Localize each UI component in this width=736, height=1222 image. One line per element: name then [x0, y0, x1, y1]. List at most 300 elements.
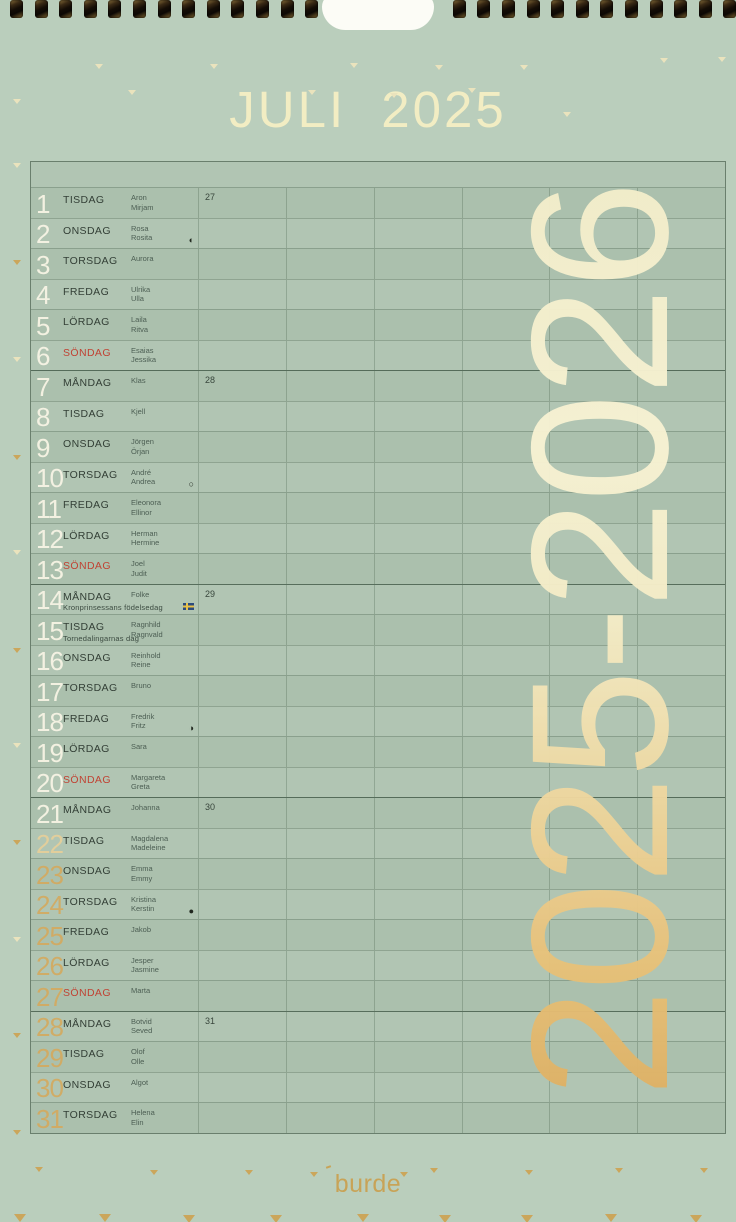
- spiral-loop-icon: [10, 0, 23, 18]
- planner-cell: [462, 615, 550, 645]
- day-number: 17: [36, 676, 63, 707]
- planner-cell: [637, 1103, 725, 1133]
- planner-cell: [549, 463, 637, 493]
- day-number: 30: [36, 1073, 63, 1104]
- day-info-cell: [31, 737, 198, 767]
- week-cell: [198, 1103, 286, 1133]
- triangle-pattern-icon: [13, 260, 21, 265]
- planner-cell: [286, 1042, 374, 1072]
- name-days: Kristina Kerstin: [131, 894, 157, 913]
- planner-cell: [374, 249, 462, 279]
- spiral-loop-icon: [699, 0, 712, 18]
- weekday-label: MÅNDAG: [63, 590, 112, 603]
- week-cell: [198, 463, 286, 493]
- weekday-label: LÖRDAG: [63, 529, 110, 542]
- week-cell: [198, 951, 286, 981]
- planner-cell: [374, 219, 462, 249]
- name-days: Helena Elin: [131, 1108, 155, 1127]
- brand-logo: [0, 1170, 736, 1199]
- planner-cell: [286, 310, 374, 340]
- calendar-header-row: [31, 162, 725, 187]
- day-row: [31, 553, 725, 584]
- spiral-loop-icon: [133, 0, 146, 18]
- planner-cell: [637, 1012, 725, 1042]
- day-row: [31, 950, 725, 981]
- day-row: [31, 462, 725, 493]
- planner-cell: [549, 1073, 637, 1103]
- day-number: 27: [36, 981, 63, 1012]
- day-row: [31, 248, 725, 279]
- weekday-label: TORSDAG: [63, 682, 118, 694]
- planner-cell: [462, 554, 550, 584]
- planner-cell: [549, 615, 637, 645]
- planner-cell: [374, 554, 462, 584]
- spiral-loop-icon: [650, 0, 663, 18]
- planner-cell: [374, 310, 462, 340]
- planner-cell: [462, 310, 550, 340]
- triangle-pattern-icon: [95, 64, 103, 69]
- day-info-cell: [31, 432, 198, 462]
- spiral-loop-icon: [576, 0, 589, 18]
- planner-cell: [462, 646, 550, 676]
- name-days: André Andrea: [131, 467, 156, 486]
- day-info-cell: [31, 402, 198, 432]
- week-cell: [198, 1012, 286, 1042]
- day-row: [31, 492, 725, 523]
- planner-cell: [462, 493, 550, 523]
- planner-cell: [462, 432, 550, 462]
- day-number: 12: [36, 524, 63, 555]
- weekday-label: MÅNDAG: [63, 1017, 112, 1030]
- day-row: [31, 401, 725, 432]
- planner-cell: [549, 249, 637, 279]
- day-number: 10: [36, 463, 63, 494]
- day-info-cell: [31, 768, 198, 798]
- day-info-cell: [31, 859, 198, 889]
- day-row: [31, 706, 725, 737]
- planner-cell: [374, 737, 462, 767]
- name-days: Esaias Jessika: [131, 345, 157, 364]
- planner-cell: [286, 432, 374, 462]
- name-days: Olof Olle: [131, 1047, 145, 1066]
- planner-cell: [637, 585, 725, 615]
- weekday-label: FREDAG: [63, 712, 110, 725]
- planner-cell: [637, 859, 725, 889]
- day-row: [31, 980, 725, 1011]
- day-row: [31, 523, 725, 554]
- day-row: [31, 736, 725, 767]
- name-days: Jörgen Örjan: [131, 437, 154, 456]
- planner-cell: [637, 707, 725, 737]
- weekday-label: SÖNDAG: [63, 773, 111, 786]
- name-days: Margareta Greta: [131, 772, 166, 791]
- planner-cell: [549, 1012, 637, 1042]
- day-row: [31, 767, 725, 798]
- weekday-label: TISDAG: [63, 1048, 105, 1060]
- planner-cell: [374, 371, 462, 401]
- name-days: Ragnhild Ragnvald: [131, 620, 163, 639]
- planner-cell: [549, 524, 637, 554]
- planner-cell: [462, 890, 550, 920]
- week-number: 30: [205, 802, 216, 812]
- day-info-cell: [31, 615, 198, 645]
- triangle-pattern-icon: [605, 1214, 617, 1222]
- triangle-pattern-icon: [13, 163, 21, 168]
- planner-cell: [374, 615, 462, 645]
- day-info-cell: [31, 493, 198, 523]
- day-row: [31, 431, 725, 462]
- triangle-pattern-icon: [13, 648, 21, 653]
- planner-cell: [374, 463, 462, 493]
- planner-cell: [286, 737, 374, 767]
- day-row: [31, 1011, 725, 1042]
- planner-cell: [462, 707, 550, 737]
- week-number: 31: [205, 1015, 216, 1026]
- triangle-pattern-icon: [14, 1214, 26, 1222]
- planner-cell: [374, 1042, 462, 1072]
- planner-cell: [286, 249, 374, 279]
- day-number: 16: [36, 646, 63, 677]
- planner-cell: [286, 402, 374, 432]
- weekday-label: FREDAG: [63, 499, 110, 511]
- planner-cell: [462, 737, 550, 767]
- planner-cell: [462, 1042, 550, 1072]
- name-days: Jesper Jasmine: [131, 955, 159, 974]
- week-cell: [198, 981, 286, 1011]
- day-number: 26: [36, 951, 63, 982]
- name-days: Johanna: [131, 803, 160, 812]
- planner-cell: [549, 981, 637, 1011]
- triangle-pattern-icon: [13, 357, 21, 362]
- spiral-loop-icon: [281, 0, 294, 18]
- week-cell: [198, 585, 286, 615]
- day-info-cell: [31, 1042, 198, 1072]
- week-cell: [198, 859, 286, 889]
- planner-cell: [286, 951, 374, 981]
- day-info-cell: [31, 646, 198, 676]
- planner-cell: [549, 829, 637, 859]
- planner-cell: [286, 1073, 374, 1103]
- day-number: 7: [36, 371, 50, 402]
- planner-cell: [462, 249, 550, 279]
- week-cell: [198, 920, 286, 950]
- name-days: Algot: [131, 1077, 149, 1087]
- weekday-label: ONSDAG: [63, 438, 111, 450]
- special-day-label: Tornedalingarnas dag: [63, 633, 140, 643]
- planner-cell: [637, 493, 725, 523]
- triangle-pattern-icon: [439, 1215, 451, 1222]
- planner-cell: [549, 798, 637, 828]
- week-number: 29: [205, 588, 216, 599]
- spiral-loop-icon: [59, 0, 72, 18]
- planner-cell: [462, 585, 550, 615]
- weekday-label: TORSDAG: [63, 1109, 118, 1121]
- week-cell: [198, 554, 286, 584]
- day-info-cell: [31, 1103, 198, 1133]
- weekday-label: TISDAG: [63, 621, 105, 633]
- day-row: [31, 187, 725, 218]
- spiral-loop-icon: [108, 0, 121, 18]
- planner-cell: [637, 249, 725, 279]
- week-number: 27: [205, 192, 216, 202]
- planner-cell: [637, 188, 725, 218]
- planner-cell: [462, 920, 550, 950]
- day-row: [31, 828, 725, 859]
- day-row: [31, 858, 725, 889]
- planner-cell: [374, 920, 462, 950]
- day-row: [31, 1072, 725, 1103]
- triangle-pattern-icon: [357, 1214, 369, 1222]
- day-info-cell: [31, 219, 198, 249]
- planner-cell: [637, 341, 725, 371]
- day-info-cell: [31, 707, 198, 737]
- week-cell: [198, 737, 286, 767]
- triangle-pattern-icon: [13, 455, 21, 460]
- planner-cell: [637, 1073, 725, 1103]
- day-row: [31, 584, 725, 615]
- name-days: Aurora: [131, 254, 154, 263]
- spiral-loop-icon: [35, 0, 48, 18]
- day-info-cell: [31, 249, 198, 279]
- planner-cell: [374, 432, 462, 462]
- planner-cell: [374, 524, 462, 554]
- spiral-loop-icon: [231, 0, 244, 18]
- planner-cell: [637, 615, 725, 645]
- planner-cell: [286, 493, 374, 523]
- planner-cell: [462, 981, 550, 1011]
- day-row: [31, 675, 725, 706]
- planner-cell: [462, 371, 550, 401]
- page-title: JULI 2025: [229, 81, 507, 138]
- day-info-cell: [31, 1012, 198, 1042]
- triangle-pattern-icon: [615, 1168, 623, 1173]
- name-days: Laila Ritva: [131, 315, 149, 334]
- planner-cell: [286, 188, 374, 218]
- day-number: 1: [36, 188, 50, 219]
- planner-cell: [637, 920, 725, 950]
- day-row: [31, 340, 725, 371]
- spiral-loop-icon: [182, 0, 195, 18]
- weekday-label: LÖRDAG: [63, 743, 110, 755]
- planner-cell: [374, 646, 462, 676]
- planner-cell: [462, 1073, 550, 1103]
- triangle-pattern-icon: [563, 112, 571, 117]
- triangle-pattern-icon: [700, 1168, 708, 1173]
- triangle-pattern-icon: [13, 550, 21, 555]
- triangle-pattern-icon: [690, 1215, 702, 1222]
- day-info-cell: [31, 798, 198, 828]
- triangle-pattern-icon: [400, 1172, 408, 1177]
- triangle-pattern-icon: [210, 64, 218, 69]
- planner-cell: [462, 402, 550, 432]
- planner-cell: [462, 1103, 550, 1133]
- planner-cell: [462, 524, 550, 554]
- planner-cell: [374, 585, 462, 615]
- planner-cell: [286, 524, 374, 554]
- name-days: Sara: [131, 742, 147, 751]
- planner-cell: [374, 280, 462, 310]
- day-row: [31, 1041, 725, 1072]
- triangle-pattern-icon: [99, 1214, 111, 1222]
- day-number: 5: [36, 310, 50, 341]
- spiral-loop-icon: [305, 0, 318, 18]
- planner-cell: [549, 737, 637, 767]
- planner-cell: [462, 859, 550, 889]
- brand-accent-mark: [326, 1165, 331, 1169]
- planner-cell: [374, 1073, 462, 1103]
- day-info-cell: [31, 585, 198, 615]
- day-number: 3: [36, 249, 50, 280]
- week-cell: [198, 768, 286, 798]
- week-cell: [198, 371, 286, 401]
- brand-logo-text: burde: [334, 1170, 402, 1198]
- weekday-label: TORSDAG: [63, 255, 118, 267]
- planner-cell: [286, 646, 374, 676]
- triangle-pattern-icon: [128, 90, 136, 95]
- planner-cell: [462, 219, 550, 249]
- planner-cell: [286, 585, 374, 615]
- planner-cell: [549, 768, 637, 798]
- week-cell: [198, 829, 286, 859]
- name-days: Rosa Rosita: [131, 223, 153, 242]
- first-quarter-moon-icon: ◐: [188, 235, 194, 245]
- day-number: 18: [36, 707, 63, 738]
- weekday-label: TORSDAG: [63, 468, 118, 481]
- planner-cell: [637, 554, 725, 584]
- planner-cell: [286, 554, 374, 584]
- planner-cell: [637, 310, 725, 340]
- triangle-pattern-icon: [435, 65, 443, 70]
- planner-cell: [286, 341, 374, 371]
- day-info-cell: [31, 310, 198, 340]
- planner-cell: [286, 859, 374, 889]
- planner-cell: [374, 981, 462, 1011]
- day-number: 31: [36, 1103, 63, 1134]
- name-days: Ulrika Ulla: [131, 284, 151, 303]
- calendar-rows: [31, 187, 725, 1133]
- day-number: 19: [36, 737, 63, 768]
- name-days: Joel Judit: [131, 559, 147, 578]
- day-number: 11: [36, 493, 61, 524]
- planner-cell: [374, 1103, 462, 1133]
- day-row: [31, 919, 725, 950]
- week-cell: [198, 432, 286, 462]
- planner-cell: [637, 798, 725, 828]
- planner-cell: [549, 646, 637, 676]
- planner-cell: [286, 615, 374, 645]
- week-cell: [198, 310, 286, 340]
- triangle-pattern-icon: [520, 65, 528, 70]
- planner-cell: [549, 493, 637, 523]
- day-info-cell: [31, 890, 198, 920]
- name-days: Botvid Seved: [131, 1016, 153, 1035]
- day-number: 14: [36, 585, 63, 616]
- day-number: 23: [36, 859, 63, 890]
- day-row: [31, 889, 725, 920]
- week-cell: [198, 341, 286, 371]
- week-cell: [198, 615, 286, 645]
- name-days: Bruno: [131, 681, 152, 690]
- triangle-pattern-icon: [350, 63, 358, 68]
- planner-cell: [286, 676, 374, 706]
- planner-cell: [374, 890, 462, 920]
- planner-cell: [637, 524, 725, 554]
- planner-cell: [374, 676, 462, 706]
- day-info-cell: [31, 1073, 198, 1103]
- week-cell: [198, 524, 286, 554]
- planner-cell: [286, 890, 374, 920]
- day-row: [31, 279, 725, 310]
- day-info-cell: [31, 951, 198, 981]
- calendar-grid: [30, 161, 726, 1134]
- planner-cell: [549, 188, 637, 218]
- day-row: [31, 797, 725, 828]
- day-number: 2: [36, 219, 50, 250]
- weekday-label: LÖRDAG: [63, 316, 110, 328]
- planner-cell: [286, 920, 374, 950]
- day-number: 13: [36, 554, 63, 585]
- planner-cell: [637, 676, 725, 706]
- day-number: 6: [36, 341, 50, 372]
- planner-cell: [374, 859, 462, 889]
- planner-cell: [374, 951, 462, 981]
- name-days: Eleonora Ellinor: [131, 498, 162, 517]
- day-number: 28: [36, 1012, 63, 1043]
- day-info-cell: [31, 280, 198, 310]
- spiral-loop-icon: [527, 0, 540, 18]
- weekday-label: LÖRDAG: [63, 956, 110, 969]
- week-cell: [198, 219, 286, 249]
- planner-cell: [637, 737, 725, 767]
- day-number: 22: [36, 829, 63, 860]
- planner-cell: [462, 463, 550, 493]
- spiral-loop-icon: [453, 0, 466, 18]
- day-info-cell: [31, 371, 198, 401]
- name-days: Marta: [131, 986, 151, 995]
- planner-cell: [637, 402, 725, 432]
- spiral-loop-icon: [84, 0, 97, 18]
- day-number: 20: [36, 768, 63, 799]
- spiral-loop-icon: [674, 0, 687, 18]
- planner-cell: [462, 676, 550, 706]
- planner-cell: [549, 432, 637, 462]
- planner-cell: [374, 493, 462, 523]
- day-row: [31, 370, 725, 401]
- weekday-label: SÖNDAG: [63, 987, 111, 999]
- name-days: Herman Hermine: [131, 528, 160, 547]
- planner-cell: [286, 768, 374, 798]
- planner-cell: [637, 280, 725, 310]
- hanger: [322, 0, 434, 30]
- planner-cell: [637, 981, 725, 1011]
- triangle-pattern-icon: [13, 937, 21, 942]
- week-cell: [198, 707, 286, 737]
- day-number: 25: [36, 920, 63, 951]
- last-quarter-moon-icon: ◑: [188, 723, 194, 733]
- name-days: Emma Emmy: [131, 864, 153, 883]
- planner-cell: [462, 1012, 550, 1042]
- triangle-pattern-icon: [13, 1130, 21, 1135]
- planner-cell: [286, 707, 374, 737]
- planner-cell: [374, 829, 462, 859]
- triangle-pattern-icon: [468, 88, 476, 93]
- week-cell: [198, 646, 286, 676]
- spiral-loop-icon: [551, 0, 564, 18]
- planner-cell: [549, 1103, 637, 1133]
- day-row: [31, 309, 725, 340]
- planner-cell: [549, 859, 637, 889]
- planner-cell: [637, 829, 725, 859]
